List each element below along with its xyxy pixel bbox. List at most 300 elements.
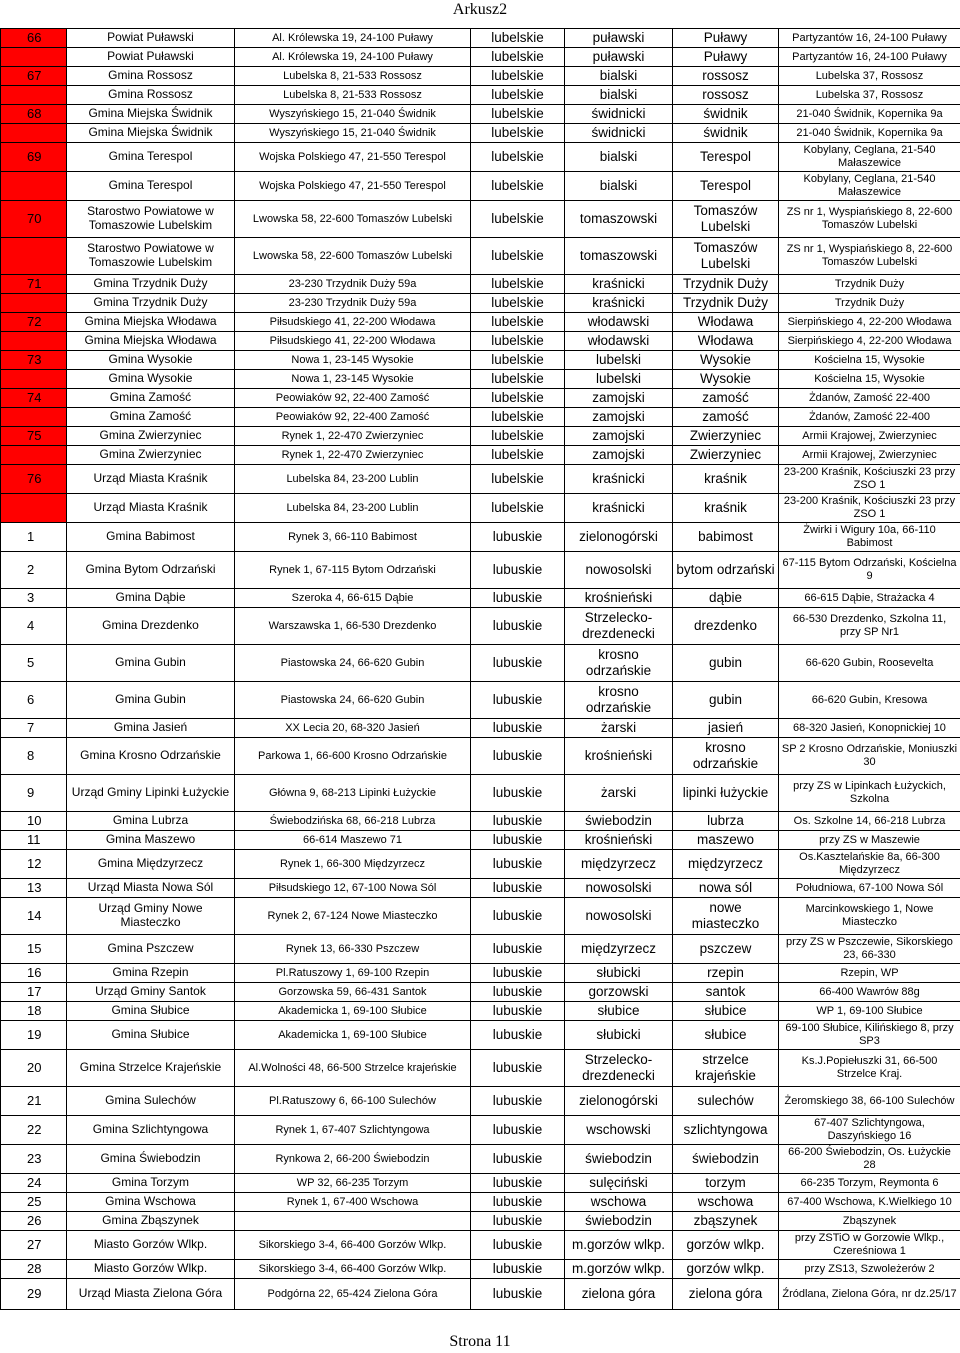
county-cell: zamojski	[565, 389, 673, 408]
voivodeship-cell: lubelskie	[471, 143, 565, 172]
table-row	[1, 1193, 960, 1212]
registry-table	[0, 28, 960, 1310]
row-number-cell: 13	[1, 879, 67, 898]
table-row	[1, 351, 960, 370]
table-row	[1, 105, 960, 124]
row-number-cell: 16	[1, 964, 67, 983]
row-number-cell: 76	[1, 465, 67, 494]
location-cell: 23-200 Kraśnik, Kościuszki 23 przy ZSO 1	[779, 494, 960, 523]
county-cell: bialski	[565, 86, 673, 105]
address-cell: Akademicka 1, 69-100 Słubice	[235, 1021, 471, 1050]
voivodeship-cell: lubuskie	[471, 850, 565, 879]
voivodeship-cell: lubelskie	[471, 48, 565, 67]
commune-cell: jasień	[673, 719, 779, 738]
voivodeship-cell: lubuskie	[471, 775, 565, 812]
location-cell: Armii Krajowej, Zwierzyniec	[779, 427, 960, 446]
row-number-cell	[1, 172, 67, 201]
location-cell: ZS nr 1, Wyspiańskiego 8, 22-600 Tomaszów Lubelski	[779, 201, 960, 238]
table-row	[1, 313, 960, 332]
institution-name-cell: Gmina Rossosz	[67, 67, 235, 86]
table-row	[1, 1260, 960, 1279]
location-cell: 66-620 Gubin, Roosevelta	[779, 645, 960, 682]
location-cell: 66-400 Wawrów 88g	[779, 983, 960, 1002]
commune-cell: lubrza	[673, 812, 779, 831]
institution-name-cell: Gmina Miejska Świdnik	[67, 124, 235, 143]
institution-name-cell: Gmina Krosno Odrzańskie	[67, 738, 235, 775]
table-row	[1, 964, 960, 983]
county-cell: kraśnicki	[565, 294, 673, 313]
commune-cell: pszczew	[673, 935, 779, 964]
table-row	[1, 1145, 960, 1174]
institution-name-cell: Urząd Miasta Nowa Sól	[67, 879, 235, 898]
county-cell: słubicki	[565, 1021, 673, 1050]
commune-cell: szlichtyngowa	[673, 1116, 779, 1145]
table-row	[1, 48, 960, 67]
commune-cell: zielona góra	[673, 1279, 779, 1310]
table-row	[1, 1002, 960, 1021]
row-number-cell: 9	[1, 775, 67, 812]
voivodeship-cell: lubelskie	[471, 86, 565, 105]
address-cell: Rynek 1, 67-115 Bytom Odrzański	[235, 552, 471, 589]
institution-name-cell: Gmina Pszczew	[67, 935, 235, 964]
voivodeship-cell: lubuskie	[471, 1021, 565, 1050]
table-row	[1, 201, 960, 238]
commune-cell: gubin	[673, 682, 779, 719]
address-cell: Peowiaków 92, 22-400 Zamość	[235, 389, 471, 408]
commune-cell: Wysokie	[673, 370, 779, 389]
voivodeship-cell: lubuskie	[471, 719, 565, 738]
county-cell: gorzowski	[565, 983, 673, 1002]
voivodeship-cell: lubelskie	[471, 313, 565, 332]
location-cell: Rzepin, WP	[779, 964, 960, 983]
location-cell: 68-320 Jasień, Konopnickiej 10	[779, 719, 960, 738]
voivodeship-cell: lubuskie	[471, 1193, 565, 1212]
location-cell: Os.Kasztelańskie 8a, 66-300 Międzyrzecz	[779, 850, 960, 879]
location-cell: Marcinkowskiego 1, Nowe Miasteczko	[779, 898, 960, 935]
table-row	[1, 172, 960, 201]
voivodeship-cell: lubelskie	[471, 465, 565, 494]
voivodeship-cell: lubelskie	[471, 67, 565, 86]
commune-cell: Włodawa	[673, 313, 779, 332]
commune-cell: torzym	[673, 1174, 779, 1193]
row-number-cell: 6	[1, 682, 67, 719]
row-number-cell: 7	[1, 719, 67, 738]
address-cell: Rynek 3, 66-110 Babimost	[235, 523, 471, 552]
institution-name-cell: Miasto Gorzów Wlkp.	[67, 1260, 235, 1279]
location-cell: 21-040 Świdnik, Kopernika 9a	[779, 124, 960, 143]
institution-name-cell: Gmina Terespol	[67, 172, 235, 201]
commune-cell: nowa sól	[673, 879, 779, 898]
county-cell: świebodzin	[565, 1145, 673, 1174]
commune-cell: świdnik	[673, 105, 779, 124]
address-cell: Wojska Polskiego 47, 21-550 Terespol	[235, 143, 471, 172]
voivodeship-cell: lubuskie	[471, 898, 565, 935]
county-cell: zamojski	[565, 446, 673, 465]
location-cell: Lubelska 37, Rossosz	[779, 86, 960, 105]
table-row	[1, 238, 960, 275]
county-cell: krośnieński	[565, 589, 673, 608]
commune-cell: kraśnik	[673, 465, 779, 494]
commune-cell: maszewo	[673, 831, 779, 850]
table-row	[1, 465, 960, 494]
table-row	[1, 67, 960, 86]
institution-name-cell: Urząd Gminy Nowe Miasteczko	[67, 898, 235, 935]
county-cell: Strzelecko-drezdenecki	[565, 1050, 673, 1087]
county-cell: m.gorzów wlkp.	[565, 1231, 673, 1260]
institution-name-cell: Gmina Drezdenko	[67, 608, 235, 645]
institution-name-cell: Gmina Torzym	[67, 1174, 235, 1193]
county-cell: puławski	[565, 48, 673, 67]
address-cell: Sikorskiego 3-4, 66-400 Gorzów Wlkp.	[235, 1231, 471, 1260]
institution-name-cell: Gmina Słubice	[67, 1021, 235, 1050]
table-row	[1, 1021, 960, 1050]
row-number-cell: 68	[1, 105, 67, 124]
county-cell: żarski	[565, 719, 673, 738]
address-cell: Pl.Ratuszowy 1, 69-100 Rzepin	[235, 964, 471, 983]
county-cell: kraśnicki	[565, 275, 673, 294]
institution-name-cell: Gmina Zwierzyniec	[67, 427, 235, 446]
address-cell: Al. Królewska 19, 24-100 Puławy	[235, 29, 471, 48]
location-cell: Żeromskiego 38, 66-100 Sulechów	[779, 1087, 960, 1116]
location-cell: 23-200 Kraśnik, Kościuszki 23 przy ZSO 1	[779, 465, 960, 494]
row-number-cell	[1, 446, 67, 465]
voivodeship-cell: lubuskie	[471, 1212, 565, 1231]
registry-table-body	[1, 29, 960, 1310]
commune-cell: sulechów	[673, 1087, 779, 1116]
voivodeship-cell: lubelskie	[471, 201, 565, 238]
address-cell: Rynek 1, 67-400 Wschowa	[235, 1193, 471, 1212]
institution-name-cell: Gmina Babimost	[67, 523, 235, 552]
table-row	[1, 1231, 960, 1260]
address-cell: Gorzowska 59, 66-431 Santok	[235, 983, 471, 1002]
voivodeship-cell: lubelskie	[471, 238, 565, 275]
location-cell: Trzydnik Duży	[779, 294, 960, 313]
address-cell: Szeroka 4, 66-615 Dąbie	[235, 589, 471, 608]
row-number-cell	[1, 238, 67, 275]
address-cell: 23-230 Trzydnik Duży 59a	[235, 275, 471, 294]
institution-name-cell: Urząd Gminy Lipinki Łużyckie	[67, 775, 235, 812]
address-cell: Al.Wolności 48, 66-500 Strzelce krajeńskie	[235, 1050, 471, 1087]
location-cell: WP 1, 69-100 Słubice	[779, 1002, 960, 1021]
county-cell: krosno odrzańskie	[565, 645, 673, 682]
commune-cell: kraśnik	[673, 494, 779, 523]
commune-cell: krosno odrzańskie	[673, 738, 779, 775]
voivodeship-cell: lubelskie	[471, 275, 565, 294]
voivodeship-cell: lubelskie	[471, 494, 565, 523]
table-row	[1, 427, 960, 446]
location-cell: Armii Krajowej, Zwierzyniec	[779, 446, 960, 465]
table-row	[1, 332, 960, 351]
row-number-cell	[1, 294, 67, 313]
voivodeship-cell: lubuskie	[471, 1116, 565, 1145]
address-cell: Peowiaków 92, 22-400 Zamość	[235, 408, 471, 427]
row-number-cell: 25	[1, 1193, 67, 1212]
institution-name-cell: Gmina Zbąszynek	[67, 1212, 235, 1231]
voivodeship-cell: lubelskie	[471, 370, 565, 389]
county-cell: nowosolski	[565, 552, 673, 589]
institution-name-cell: Gmina Gubin	[67, 645, 235, 682]
county-cell: zamojski	[565, 408, 673, 427]
location-cell: 66-200 Świebodzin, Os. Łużyckie 28	[779, 1145, 960, 1174]
address-cell: Akademicka 1, 69-100 Słubice	[235, 1002, 471, 1021]
county-cell: wschowski	[565, 1116, 673, 1145]
row-number-cell: 1	[1, 523, 67, 552]
row-number-cell: 11	[1, 831, 67, 850]
voivodeship-cell: lubuskie	[471, 1087, 565, 1116]
address-cell: Lwowska 58, 22-600 Tomaszów Lubelski	[235, 201, 471, 238]
commune-cell: Puławy	[673, 29, 779, 48]
county-cell: świdnicki	[565, 124, 673, 143]
address-cell: Lubelska 84, 23-200 Lublin	[235, 494, 471, 523]
institution-name-cell: Gmina Bytom Odrzański	[67, 552, 235, 589]
county-cell: puławski	[565, 29, 673, 48]
address-cell: Główna 9, 68-213 Lipinki Łużyckie	[235, 775, 471, 812]
county-cell: zielona góra	[565, 1279, 673, 1310]
table-row	[1, 719, 960, 738]
commune-cell: Terespol	[673, 143, 779, 172]
county-cell: bialski	[565, 143, 673, 172]
table-row	[1, 1279, 960, 1310]
address-cell: Rynek 1, 66-300 Międzyrzecz	[235, 850, 471, 879]
commune-cell: rossosz	[673, 67, 779, 86]
county-cell: krośnieński	[565, 831, 673, 850]
commune-cell: strzelce krajeńskie	[673, 1050, 779, 1087]
commune-cell: Terespol	[673, 172, 779, 201]
address-cell: 66-614 Maszewo 71	[235, 831, 471, 850]
location-cell: ZS nr 1, Wyspiańskiego 8, 22-600 Tomaszów Lubelski	[779, 238, 960, 275]
address-cell: XX Lecia 20, 68-320 Jasień	[235, 719, 471, 738]
address-cell: Rynek 1, 22-470 Zwierzyniec	[235, 446, 471, 465]
commune-cell: Tomaszów Lubelski	[673, 238, 779, 275]
table-row	[1, 983, 960, 1002]
voivodeship-cell: lubelskie	[471, 172, 565, 201]
location-cell: 66-620 Gubin, Kresowa	[779, 682, 960, 719]
table-row	[1, 294, 960, 313]
row-number-cell	[1, 48, 67, 67]
table-row	[1, 850, 960, 879]
row-number-cell: 12	[1, 850, 67, 879]
commune-cell: gubin	[673, 645, 779, 682]
institution-name-cell: Gmina Gubin	[67, 682, 235, 719]
commune-cell: zamość	[673, 389, 779, 408]
voivodeship-cell: lubuskie	[471, 1145, 565, 1174]
institution-name-cell: Gmina Dąbie	[67, 589, 235, 608]
address-cell: Lubelska 8, 21-533 Rossosz	[235, 86, 471, 105]
address-cell: Rynek 1, 67-407 Szlichtyngowa	[235, 1116, 471, 1145]
row-number-cell: 72	[1, 313, 67, 332]
row-number-cell: 18	[1, 1002, 67, 1021]
institution-name-cell: Gmina Świebodzin	[67, 1145, 235, 1174]
address-cell: Rynek 1, 22-470 Zwierzyniec	[235, 427, 471, 446]
address-cell: Wyszyńskiego 15, 21-040 Świdnik	[235, 124, 471, 143]
voivodeship-cell: lubelskie	[471, 427, 565, 446]
location-cell: Kościelna 15, Wysokie	[779, 351, 960, 370]
commune-cell: drezdenko	[673, 608, 779, 645]
county-cell: wschowa	[565, 1193, 673, 1212]
institution-name-cell: Powiat Puławski	[67, 48, 235, 67]
county-cell: nowosolski	[565, 879, 673, 898]
table-row	[1, 1174, 960, 1193]
table-row	[1, 1212, 960, 1231]
location-cell: 67-115 Bytom Odrzański, Kościelna 9	[779, 552, 960, 589]
voivodeship-cell: lubuskie	[471, 935, 565, 964]
location-cell: Partyzantów 16, 24-100 Puławy	[779, 29, 960, 48]
institution-name-cell: Gmina Szlichtyngowa	[67, 1116, 235, 1145]
row-number-cell: 24	[1, 1174, 67, 1193]
institution-name-cell: Gmina Wschowa	[67, 1193, 235, 1212]
table-row	[1, 831, 960, 850]
address-cell: 23-230 Trzydnik Duży 59a	[235, 294, 471, 313]
county-cell: międzyrzecz	[565, 850, 673, 879]
address-cell: Nowa 1, 23-145 Wysokie	[235, 351, 471, 370]
institution-name-cell: Gmina Rossosz	[67, 86, 235, 105]
commune-cell: zamość	[673, 408, 779, 427]
table-row	[1, 1087, 960, 1116]
row-number-cell: 26	[1, 1212, 67, 1231]
row-number-cell: 14	[1, 898, 67, 935]
location-cell: Sierpińskiego 4, 22-200 Włodawa	[779, 332, 960, 351]
table-row	[1, 143, 960, 172]
voivodeship-cell: lubelskie	[471, 124, 565, 143]
commune-cell: słubice	[673, 1002, 779, 1021]
commune-cell: Zwierzyniec	[673, 446, 779, 465]
voivodeship-cell: lubuskie	[471, 645, 565, 682]
commune-cell: wschowa	[673, 1193, 779, 1212]
table-row	[1, 935, 960, 964]
table-row	[1, 446, 960, 465]
county-cell: bialski	[565, 172, 673, 201]
address-cell: Świebodzińska 68, 66-218 Lubrza	[235, 812, 471, 831]
row-number-cell: 3	[1, 589, 67, 608]
row-number-cell: 73	[1, 351, 67, 370]
voivodeship-cell: lubuskie	[471, 879, 565, 898]
address-cell: Piastowska 24, 66-620 Gubin	[235, 645, 471, 682]
table-row	[1, 494, 960, 523]
location-cell: przy ZS w Lipinkach Łużyckich, Szkolna	[779, 775, 960, 812]
commune-cell: Wysokie	[673, 351, 779, 370]
voivodeship-cell: lubuskie	[471, 552, 565, 589]
location-cell: Zbąszynek	[779, 1212, 960, 1231]
table-row	[1, 275, 960, 294]
commune-cell: gorzów wlkp.	[673, 1260, 779, 1279]
row-number-cell	[1, 408, 67, 427]
institution-name-cell: Urząd Gminy Santok	[67, 983, 235, 1002]
institution-name-cell: Urząd Miasta Kraśnik	[67, 494, 235, 523]
table-row	[1, 389, 960, 408]
county-cell: sulęciński	[565, 1174, 673, 1193]
institution-name-cell: Gmina Terespol	[67, 143, 235, 172]
county-cell: słubicki	[565, 964, 673, 983]
row-number-cell: 27	[1, 1231, 67, 1260]
institution-name-cell: Gmina Jasień	[67, 719, 235, 738]
commune-cell: zbąszynek	[673, 1212, 779, 1231]
address-cell: Sikorskiego 3-4, 66-400 Gorzów Wlkp.	[235, 1260, 471, 1279]
row-number-cell	[1, 370, 67, 389]
voivodeship-cell: lubuskie	[471, 589, 565, 608]
location-cell: 21-040 Świdnik, Kopernika 9a	[779, 105, 960, 124]
commune-cell: Trzydnik Duży	[673, 294, 779, 313]
address-cell: Piłsudskiego 12, 67-100 Nowa Sól	[235, 879, 471, 898]
address-cell: Rynkowa 2, 66-200 Świebodzin	[235, 1145, 471, 1174]
location-cell: SP 2 Krosno Odrzańskie, Moniuszki 30	[779, 738, 960, 775]
commune-cell: dąbie	[673, 589, 779, 608]
row-number-cell: 66	[1, 29, 67, 48]
commune-cell: Puławy	[673, 48, 779, 67]
location-cell: Kobylany, Ceglana, 21-540 Małaszewice	[779, 143, 960, 172]
institution-name-cell: Gmina Strzelce Krajeńskie	[67, 1050, 235, 1087]
location-cell: Partyzantów 16, 24-100 Puławy	[779, 48, 960, 67]
location-cell: Ks.J.Popiełuszki 31, 66-500 Strzelce Kraj.	[779, 1050, 960, 1087]
county-cell: świdnicki	[565, 105, 673, 124]
institution-name-cell: Gmina Sulechów	[67, 1087, 235, 1116]
county-cell: zielonogórski	[565, 1087, 673, 1116]
voivodeship-cell: lubuskie	[471, 1050, 565, 1087]
row-number-cell: 4	[1, 608, 67, 645]
row-number-cell: 8	[1, 738, 67, 775]
county-cell: włodawski	[565, 332, 673, 351]
address-cell: Pl.Ratuszowy 6, 66-100 Sulechów	[235, 1087, 471, 1116]
table-row	[1, 29, 960, 48]
voivodeship-cell: lubelskie	[471, 29, 565, 48]
county-cell: lubelski	[565, 351, 673, 370]
county-cell: zielonogórski	[565, 523, 673, 552]
row-number-cell: 21	[1, 1087, 67, 1116]
address-cell: Lubelska 84, 23-200 Lublin	[235, 465, 471, 494]
table-row	[1, 898, 960, 935]
county-cell: kraśnicki	[565, 465, 673, 494]
voivodeship-cell: lubuskie	[471, 1260, 565, 1279]
county-cell: nowosolski	[565, 898, 673, 935]
voivodeship-cell: lubuskie	[471, 964, 565, 983]
table-row	[1, 682, 960, 719]
county-cell: zamojski	[565, 427, 673, 446]
county-cell: m.gorzów wlkp.	[565, 1260, 673, 1279]
commune-cell: Tomaszów Lubelski	[673, 201, 779, 238]
county-cell: międzyrzecz	[565, 935, 673, 964]
voivodeship-cell: lubuskie	[471, 1174, 565, 1193]
institution-name-cell: Miasto Gorzów Wlkp.	[67, 1231, 235, 1260]
institution-name-cell: Gmina Trzydnik Duży	[67, 294, 235, 313]
county-cell: świebodzin	[565, 812, 673, 831]
institution-name-cell: Gmina Lubrza	[67, 812, 235, 831]
institution-name-cell: Gmina Miejska Włodawa	[67, 313, 235, 332]
institution-name-cell: Gmina Maszewo	[67, 831, 235, 850]
row-number-cell: 70	[1, 201, 67, 238]
row-number-cell: 71	[1, 275, 67, 294]
location-cell: przy ZS13, Szwoleżerów 2	[779, 1260, 960, 1279]
institution-name-cell: Gmina Zamość	[67, 389, 235, 408]
institution-name-cell: Starostwo Powiatowe w Tomaszowie Lubelskim	[67, 238, 235, 275]
commune-cell: Trzydnik Duży	[673, 275, 779, 294]
row-number-cell: 19	[1, 1021, 67, 1050]
location-cell: Kobylany, Ceglana, 21-540 Małaszewice	[779, 172, 960, 201]
voivodeship-cell: lubuskie	[471, 1231, 565, 1260]
voivodeship-cell: lubuskie	[471, 983, 565, 1002]
county-cell: słubice	[565, 1002, 673, 1021]
table-row	[1, 879, 960, 898]
commune-cell: babimost	[673, 523, 779, 552]
voivodeship-cell: lubuskie	[471, 682, 565, 719]
row-number-cell: 22	[1, 1116, 67, 1145]
voivodeship-cell: lubelskie	[471, 389, 565, 408]
table-row	[1, 370, 960, 389]
address-cell: Podgórna 22, 65-424 Zielona Góra	[235, 1279, 471, 1310]
location-cell: Lubelska 37, Rossosz	[779, 67, 960, 86]
commune-cell: Zwierzyniec	[673, 427, 779, 446]
table-row	[1, 775, 960, 812]
row-number-cell: 23	[1, 1145, 67, 1174]
commune-cell: santok	[673, 983, 779, 1002]
